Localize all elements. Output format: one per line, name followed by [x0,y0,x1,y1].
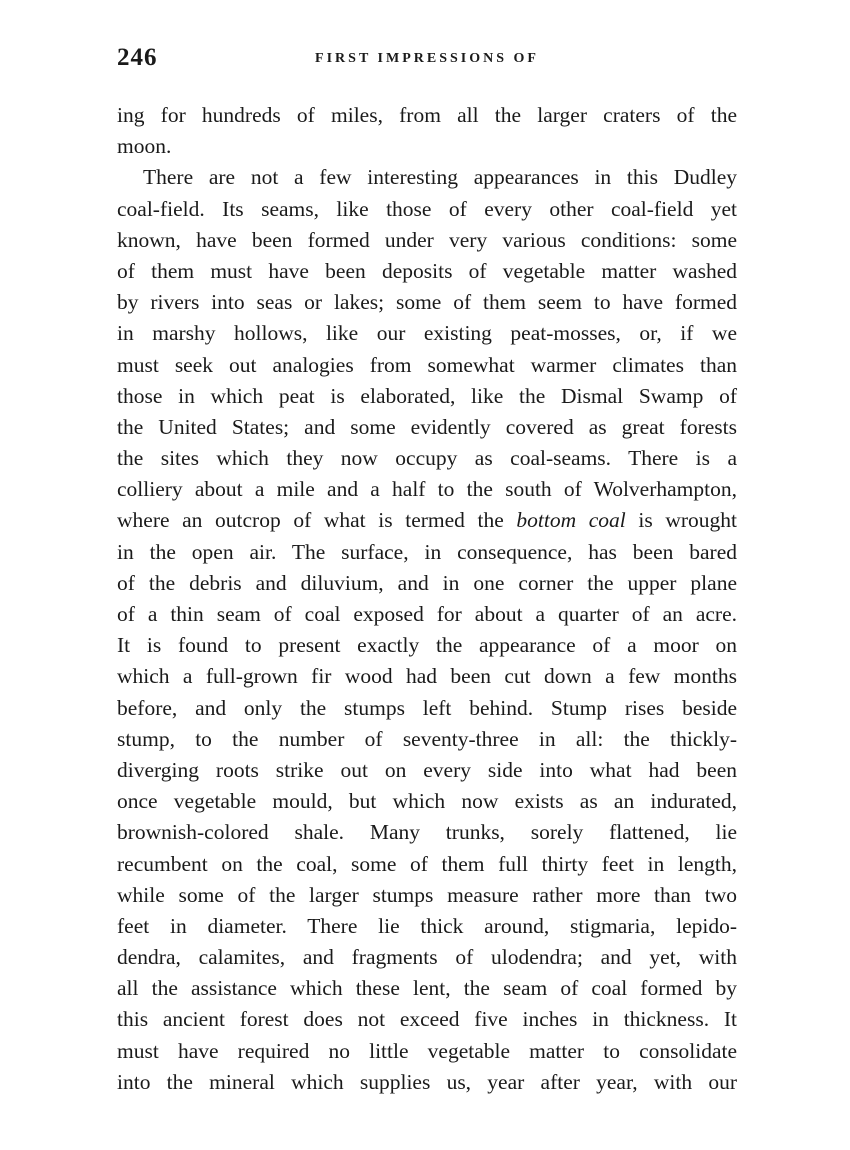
text-line: before, and only the stumps left behind. Stump rises beside [117,695,737,720]
text-line: of the debris and diluvium, and in one corner the upper plane [117,570,737,595]
page-number: 246 [117,44,158,71]
text-line: must have required no little vegetable matter to consolidate [117,1038,737,1063]
text-line: all the assistance which these lent, the seam of coal formed by [117,976,737,1001]
text-line: There are not a few interesting appearances in this Dudley [143,165,737,190]
text-line: recumbent on the coal, some of them full thirty feet in length, [117,851,737,876]
text-line: brownish-colored shale. Many trunks, sorely flattened, lie [117,820,737,845]
text-line: moon. [117,134,172,159]
text-line: known, have been formed under very various conditions: some [117,227,737,252]
body-text [117,100,737,1098]
text-line: ing for hundreds of miles, from all the larger craters of the [117,103,737,127]
page-header [117,44,737,74]
text-line: diverging roots strike out on every side into what had been [117,757,737,782]
text-line: once vegetable mould, but which now exists as an indurated, [117,789,737,814]
text-line: in the open air. The surface, in consequence, has been bared [117,539,737,564]
text-line: feet in diameter. There lie thick around, stigmaria, lepido- [117,913,737,938]
text-line: stump, to the number of seventy-three in all: the thickly- [117,726,737,751]
text-line: It is found to present exactly the appearance of a moor on [117,633,737,658]
text-line: must seek out analogies from somewhat warmer climates than [117,352,737,377]
text-line: this ancient forest does not exceed five inches in thickness. It [117,1007,737,1032]
text-line: those in which peat is elaborated, like the Dismal Swamp of [117,383,737,408]
text-line: which a full-grown fir wood had been cut down a few months [117,664,737,689]
text-line: while some of the larger stumps measure rather more than two [117,882,737,907]
running-head: FIRST IMPRESSIONS OF [315,51,539,66]
text-line: the United States; and some evidently covered as great forests [117,414,737,439]
text-line: where an outcrop of what is termed the bottom coal is wrought [117,508,737,533]
text-line: by rivers into seas or lakes; some of them seem to have formed [117,290,737,315]
text-line: into the mineral which supplies us, year after year, with our [117,1069,737,1094]
italic-term: bottom coal [516,508,626,533]
text-line: in marshy hollows, like our existing peat-mosses, or, if we [117,321,737,346]
text-line: dendra, calamites, and fragments of ulodendra; and yet, with [117,945,737,970]
text-line: coal-field. Its seams, like those of every other coal-field yet [117,196,737,221]
text-line: of a thin seam of coal exposed for about a quarter of an acre. [117,602,737,626]
text-line: the sites which they now occupy as coal-seams. There is a [117,446,737,471]
text-line: colliery about a mile and a half to the south of Wolverhampton, [117,477,737,502]
text-line: of them must have been deposits of vegetable matter washed [117,258,737,283]
